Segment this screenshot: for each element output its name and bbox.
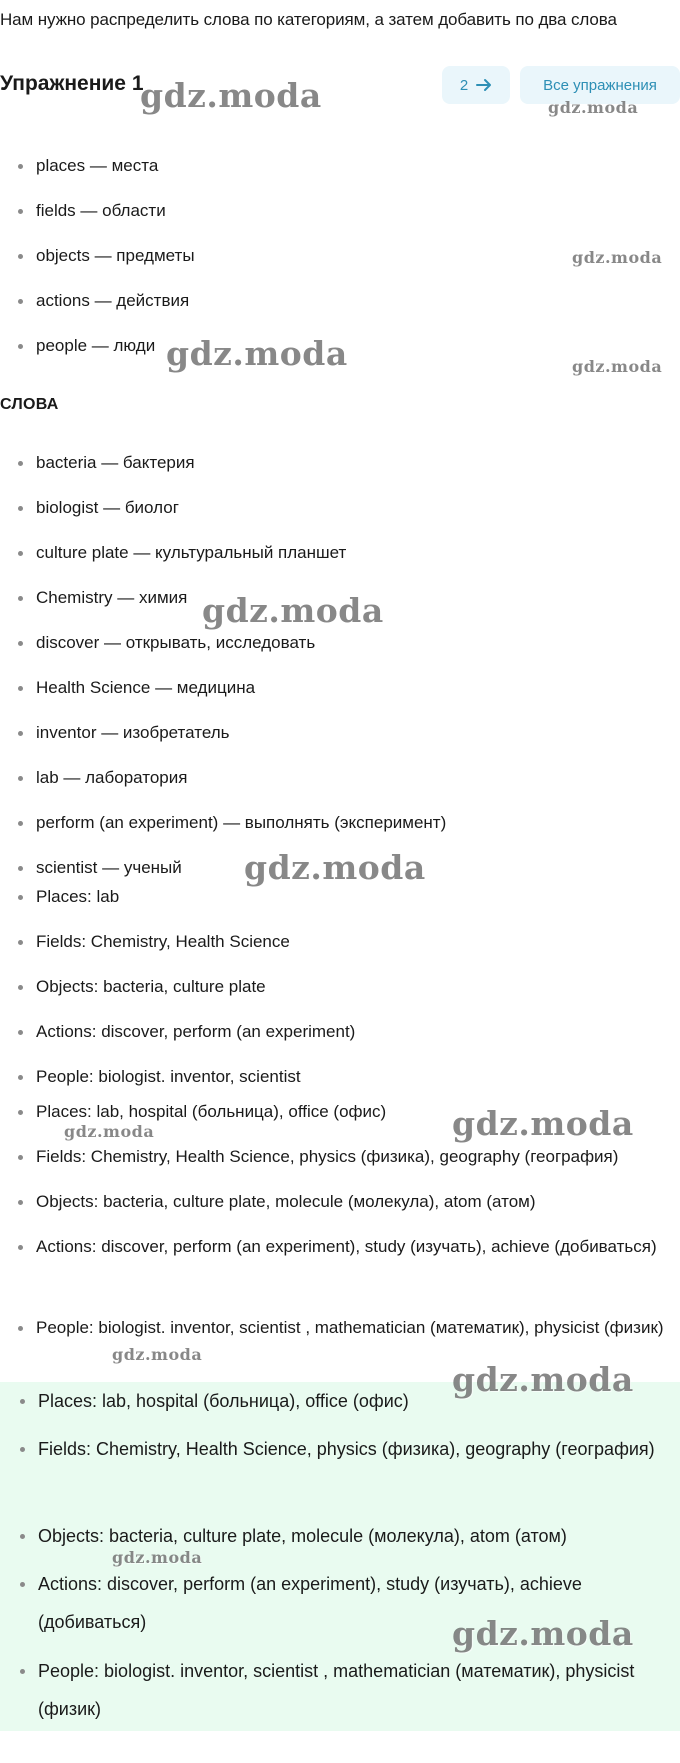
list-item: Actions: discover, perform (an experiment), study (изучать), achieve (добиваться) [18,1229,672,1265]
watermark: gdz.moda [112,1548,203,1567]
list-item: People: biologist. inventor, scientist , mathematician (математик), physicist (физик) [20,1652,672,1728]
arrow-right-icon [476,78,492,92]
watermark: gdz.moda [64,1122,155,1141]
list-item: perform (an experiment) — выполнять (эксперимент) [18,805,672,841]
watermark: gdz.moda [548,98,639,117]
list-item: people — люди [18,328,672,364]
list-item: People: biologist. inventor, scientist , mathematician (математик), physicist (физик) [18,1310,672,1346]
list-item: Objects: bacteria, culture plate, molecule (молекула), atom (атом) [18,1184,672,1220]
answer-box [0,1382,680,1731]
next-exercise-label: 2 [459,76,469,94]
list-item: inventor — изобретатель [18,715,672,751]
list-item: Fields: Chemistry, Health Science, physics (физика), geography (география) [18,1139,672,1175]
list-item: scientist — ученый [18,850,672,886]
list-item: objects — предметы [18,238,672,274]
list-item: Actions: discover, perform (an experiment) [18,1014,672,1050]
list-item: places — места [18,148,672,184]
list-item: culture plate — культуральный планшет [18,535,672,571]
list-item: Places: lab, hospital (больница), office (офис) [20,1382,672,1420]
watermark: gdz.moda [166,334,348,373]
intro-text: Нам нужно распределить слова по категориям, а затем добавить по два слова [0,10,617,29]
watermark: gdz.moda [244,848,426,887]
list-item: Health Science — медицина [18,670,672,706]
list-item: Actions: discover, perform (an experiment), study (изучать), achieve (добиваться) [20,1565,672,1641]
watermark: gdz.moda [140,76,322,115]
watermark: gdz.moda [572,357,663,376]
watermark: gdz.moda [112,1345,203,1364]
watermark: gdz.moda [572,248,663,267]
list-item: discover — открывать, исследовать [18,625,672,661]
list-item: People: biologist. inventor, scientist [18,1059,672,1095]
watermark: gdz.moda [452,1614,634,1653]
watermark: gdz.moda [452,1104,634,1143]
list-item: Objects: bacteria, culture plate [18,969,672,1005]
words-heading: СЛОВА [0,396,59,413]
all-exercises-button[interactable]: Все упражнения [520,66,680,104]
watermark: gdz.moda [202,591,384,630]
watermark: gdz.moda [452,1360,634,1399]
list-item: Objects: bacteria, culture plate, molecule (молекула), atom (атом) [20,1517,672,1555]
list-item: Places: lab, hospital (больница), office (офис) [18,1094,672,1130]
list-item: actions — действия [18,283,672,319]
list-item: Chemistry — химия [18,580,672,616]
page-title: Упражнение 1 [0,72,144,95]
list-item: biologist — биолог [18,490,672,526]
list-item: Places: lab [18,879,672,915]
list-item: bacteria — бактерия [18,445,672,481]
list-item: Fields: Chemistry, Health Science, physics (физика), geography (география) [20,1430,672,1468]
list-item: fields — области [18,193,672,229]
list-item: lab — лаборатория [18,760,672,796]
next-exercise-button[interactable] [442,66,510,104]
list-item: Fields: Chemistry, Health Science [18,924,672,960]
